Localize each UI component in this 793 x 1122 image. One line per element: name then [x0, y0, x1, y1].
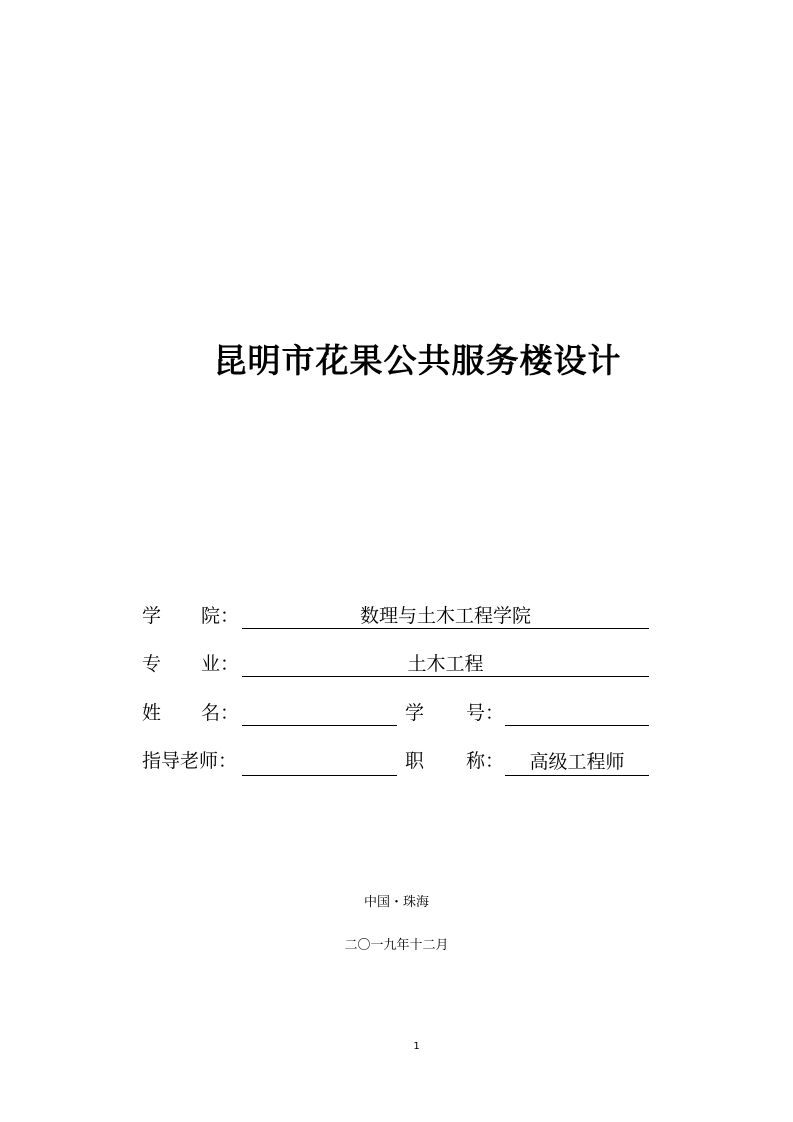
professional-title-label-second-char: 称：	[466, 750, 505, 772]
place-text: 中国・珠海	[363, 895, 429, 910]
major-label-second-char: 业：	[201, 653, 240, 675]
college-label-first-char: 学	[142, 605, 162, 627]
student-id-underline	[505, 725, 649, 726]
advisor-label: 指导老师：	[142, 750, 238, 772]
document-title: 昆明市花果公共服务楼设计	[213, 341, 622, 380]
college-label-second-char: 院：	[201, 605, 240, 627]
advisor-underline	[242, 775, 397, 776]
student-id-label-second-char: 号：	[466, 702, 505, 724]
major-value: 土木工程	[407, 653, 484, 675]
name-label-second-char: 名：	[201, 702, 240, 724]
date-text: 二〇一九年十二月	[344, 938, 449, 953]
student-id-label-first-char: 学	[405, 702, 425, 724]
name-underline	[242, 725, 397, 726]
major-label-first-char: 专	[142, 653, 162, 675]
professional-title-underline	[505, 775, 649, 776]
page-number: 1	[413, 1041, 420, 1052]
professional-title-label-first-char: 职	[405, 750, 425, 772]
college-value: 数理与土木工程学院	[359, 605, 531, 627]
professional-title-value: 高级工程师	[529, 751, 625, 773]
name-label-first-char: 姓	[142, 702, 162, 724]
